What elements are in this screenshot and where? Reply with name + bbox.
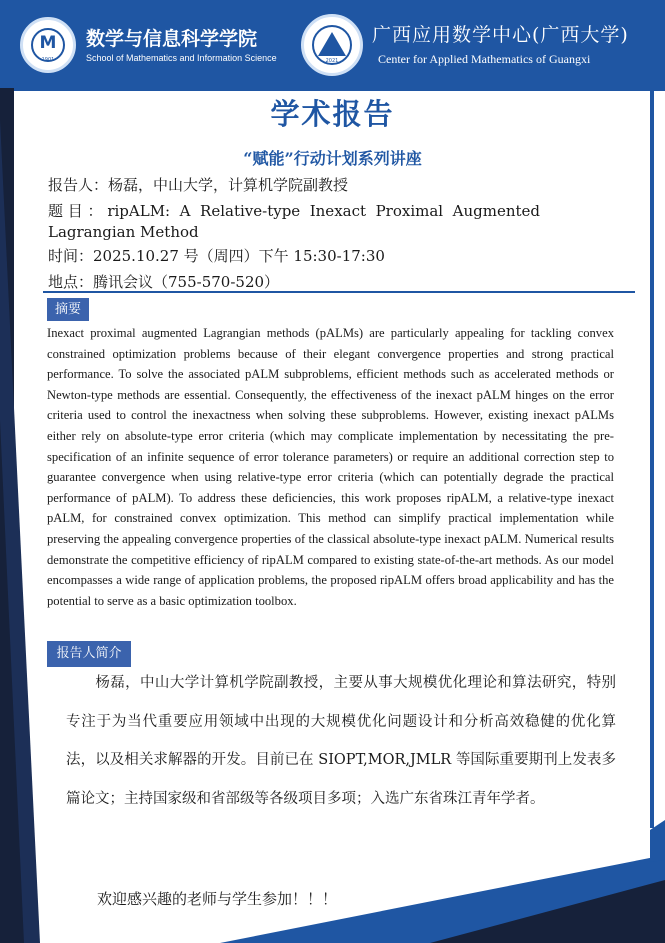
- speaker-line: 报告人：杨磊，中山大学，计算机学院副教授: [48, 176, 349, 194]
- school-name-en: School of Mathematics and Information Science: [86, 53, 277, 63]
- center-name-en: Center for Applied Mathematics of Guangxi: [378, 52, 591, 66]
- section-divider: [43, 291, 635, 293]
- page-title: 学术报告: [270, 97, 395, 131]
- school-name-cn: 数学与信息科学学院: [86, 28, 258, 50]
- bio-label: 报告人简介: [47, 641, 131, 667]
- center-name-cn: 广西应用数学中心(广西大学): [372, 24, 629, 46]
- abstract-text: Inexact proximal augmented Lagrangian methods (pALMs) are particularly appealing for tackling convex constrained optimization problems because of their elegant convergence properties and strong practical performance. To solve the associated pALM subproblems, efficient methods such as accelerated methods or Newton-type methods are essential. Consequently, the effectiveness of the inexact pALM hinges on the error criteria used to control the inexactness when solving these subproblems. However, existing inexact pALMs either rely on absolute-type error criteria (which may complicate implementation by necessitating the pre-specification of an infinite sequence of error tolerance parameters) or require an additional correction step to guarantee convergence when using relative-type error criteria (which can potentially degrade the practical performance of pALM). To address these deficiencies, this work proposes ripALM, a relative-type inexact pALM, for constrained convex optimization. This method can simplify practical implementation while preserving the appealing convergence properties of the classical absolute-type inexact pALM. Numerical results demonstrate the competitive efficiency of ripALM compared to existing state-of-the-art methods. As our model encompasses a wide range of application problems, the proposed ripALM offers broad applicability and has the potential to serve as a basic optimization toolbox.: [47, 326, 614, 608]
- bio-block: [66, 664, 616, 818]
- time-line: 时间：2025.10.27 号（周四）下午 15:30-17:30: [48, 247, 385, 265]
- location-line: 地点：腾讯会议（755-570-520）: [48, 273, 280, 291]
- center-logo-icon: 2021: [301, 14, 363, 76]
- school-logo-icon: M 1901: [20, 17, 76, 73]
- topic-line: 题目：ripALM: A Relative-type Inexact Proximal Augmented Lagrangian Method: [48, 202, 540, 241]
- welcome-text: 欢迎感兴趣的老师与学生参加！！！: [97, 890, 338, 908]
- abstract-label: 摘要: [47, 298, 89, 321]
- lecture-series: “赋能”行动计划系列讲座: [243, 149, 422, 168]
- bio-text: 杨磊，中山大学计算机学院副教授，主要从事大规模优化理论和算法研究，特别专注于为当代重要应用领域中出现的大规模优化问题设计和分析高效稳健的优化算法，以及相关求解器的开发。目前已在 SIOPT,MOR,JMLR 等国际重要期刊上发表多篇论文；主持国家级和省部级等各级项目多项；入选广东省珠江青年学者。: [66, 675, 616, 807]
